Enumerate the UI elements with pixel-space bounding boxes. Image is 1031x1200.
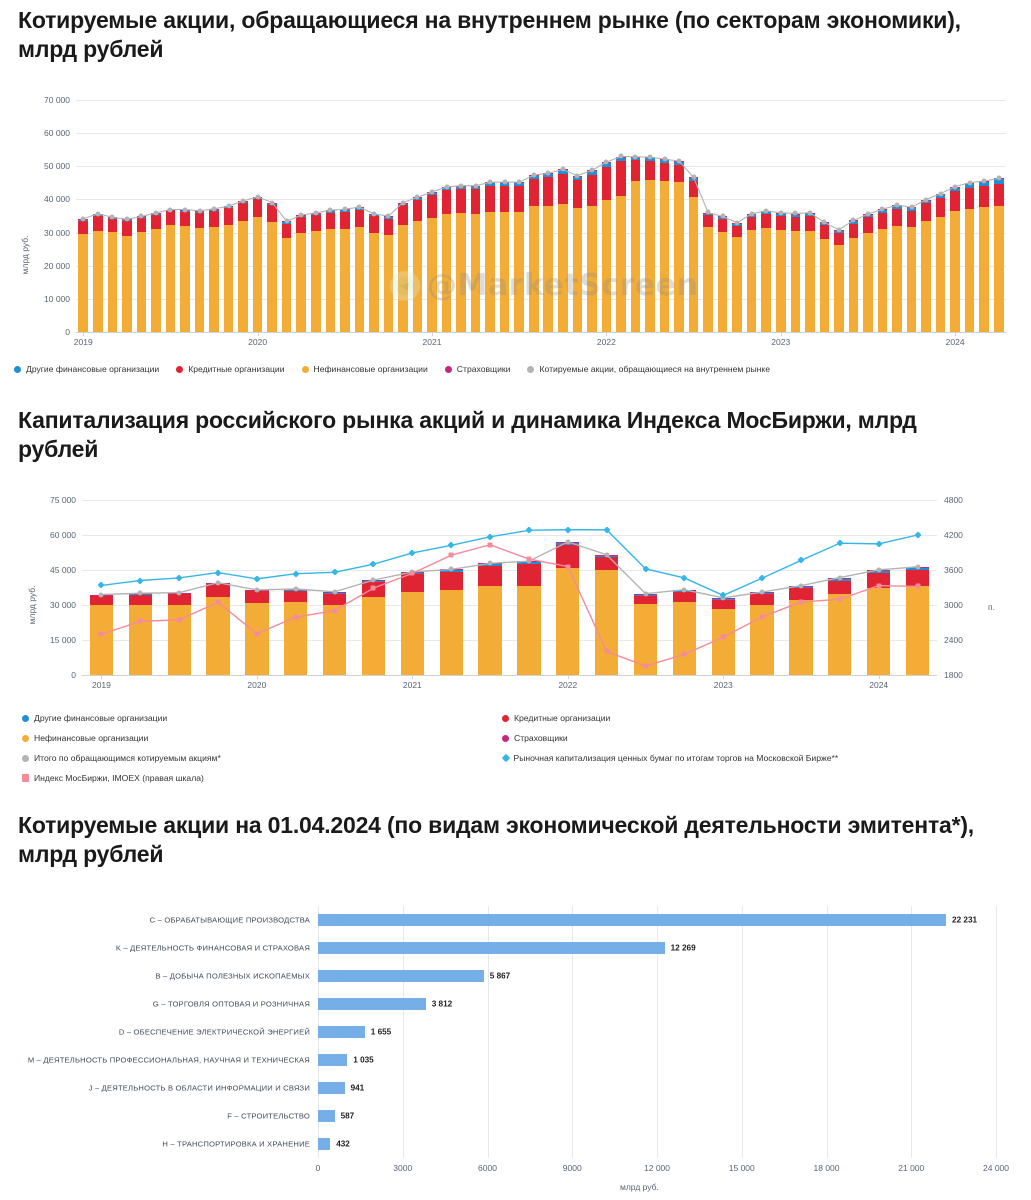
chart-capitalization	[0, 490, 1031, 700]
chart-sectors-x-tickmark	[432, 332, 433, 336]
line-marker	[449, 553, 454, 558]
line-marker	[876, 583, 881, 588]
chart-activities-x-tick: 24 000	[983, 1163, 1009, 1173]
chart-activities-category-label: B – ДОБЫЧА ПОЛЕЗНЫХ ИСКОПАЕМЫХ	[155, 971, 310, 981]
chart-sectors-x-tick: 2019	[73, 337, 93, 347]
legend-item	[22, 773, 502, 783]
legend-marker-square-icon	[22, 774, 29, 782]
chart-capitalization-x-tickmark	[101, 675, 102, 679]
bar	[318, 970, 484, 982]
chart-activities-x-tick: 12 000	[644, 1163, 670, 1173]
line-marker	[216, 600, 221, 605]
legend-label: Итого по обращающимся котируемым акциям*	[34, 753, 221, 763]
chart-sectors-y-tick: 40 000	[44, 194, 70, 205]
watermark-text: @MarketScreen	[427, 268, 699, 303]
chart-capitalization-x-tickmark	[568, 675, 569, 679]
chart-activities-x-tick: 15 000	[728, 1163, 755, 1173]
chart-sectors-y-tick: 70 000	[44, 95, 70, 105]
chart-capitalization-x-tick: 2022	[558, 680, 578, 690]
chart-capitalization-x-tickmark	[723, 675, 724, 679]
legend-marker-dot-icon	[14, 366, 21, 373]
line-marker	[760, 590, 765, 595]
chart-sectors-y-tick: 60 000	[44, 128, 70, 139]
chart-sectors-x-tickmark	[955, 332, 956, 336]
legend-row	[22, 773, 1002, 783]
chart-activities-x-tick: 9000	[562, 1163, 582, 1173]
bar	[318, 942, 665, 954]
legend-label: Рыночная капитализация ценных бумаг по итогам торгов на Московской Бирже**	[513, 753, 839, 763]
chart-capitalization-y-tick: 0	[71, 670, 76, 680]
legend-marker-dot-icon	[22, 735, 29, 742]
legend-label: Кредитные организации	[188, 364, 285, 374]
chart-capitalization-y-tick: 15 000	[50, 635, 76, 645]
bar	[318, 1138, 330, 1150]
chart-activities-category-label: M – ДЕЯТЕЛЬНОСТЬ ПРОФЕССИОНАЛЬНАЯ, НАУЧНАЯ И ТЕХНИЧЕСКАЯ	[27, 1055, 310, 1065]
bar	[318, 1082, 345, 1094]
page-title-sectors: Котируемые акции, обращающиеся на внутреннем рынке (по секторам экономики), млрд рублей	[18, 7, 961, 63]
chart-activities-category-label: C – ОБРАБАТЫВАЮЩИЕ ПРОИЗВОДСТВА	[149, 915, 310, 925]
chart-capitalization-y-tick-right: 4800	[944, 495, 963, 505]
chart-activities-value-label: 587	[340, 1111, 355, 1121]
line-marker	[99, 632, 104, 637]
chart-sectors-axis	[76, 332, 1006, 333]
line-marker	[216, 580, 221, 585]
chart-activities-x-axis-title: млрд руб.	[620, 1182, 659, 1192]
legend-label: Кредитные организации	[514, 713, 611, 723]
line-marker	[915, 584, 920, 589]
chart-sectors-x-tickmark	[781, 332, 782, 336]
legend-item	[302, 364, 428, 374]
line-marker	[915, 564, 920, 569]
chart-activities-gridline	[827, 906, 828, 1158]
chart-sectors-legend	[14, 364, 770, 374]
legend-marker-dot-icon	[502, 715, 509, 722]
legend-marker-dot-icon	[22, 715, 29, 722]
line-marker	[488, 542, 493, 547]
legend-label: Страховщики	[456, 364, 511, 374]
chart-activities-value-label: 1 035	[353, 1055, 374, 1065]
line-marker	[837, 597, 842, 602]
chart-sectors-x-tickmark	[83, 332, 84, 336]
legend-row	[22, 753, 1002, 763]
legend-item	[502, 753, 982, 763]
chart-sectors-plot	[44, 95, 1006, 347]
line-marker	[565, 564, 570, 569]
legend-marker-dot-icon	[22, 755, 29, 762]
line-marker	[526, 557, 531, 562]
legend-marker-dot-icon	[445, 366, 452, 373]
legend-item	[527, 364, 770, 374]
line-marker	[798, 600, 803, 605]
page-title-activities: Котируемые акции на 01.04.2024 (по видам экономической деятельности эмитента*), млрд рублей	[18, 812, 974, 868]
line-marker	[254, 631, 259, 636]
bar	[318, 1026, 365, 1038]
legend-label: Индекс МосБиржи, IMOEX (правая шкала)	[34, 773, 204, 783]
chart-activities-gridline	[742, 906, 743, 1158]
chart-activities-value-label: 12 269	[670, 943, 696, 953]
legend-marker-dot-icon	[502, 735, 509, 742]
chart-activities-category-label: H – ТРАНСПОРТИРОВКА И ХРАНЕНИЕ	[162, 1139, 310, 1149]
chart-activities-category-label: F – СТРОИТЕЛЬСТВО	[227, 1111, 310, 1121]
chart-activities-value-label: 1 655	[370, 1027, 392, 1037]
legend-label: Другие финансовые организации	[26, 364, 160, 374]
bar	[318, 998, 426, 1010]
chart-sectors-x-tick: 2020	[248, 337, 268, 347]
line-marker	[138, 619, 143, 624]
legend-item	[22, 753, 502, 763]
chart-activities-x-tick: 6000	[478, 1163, 497, 1173]
line-marker	[449, 567, 454, 572]
legend-item	[14, 364, 159, 374]
chart-activities-category-label: K – ДЕЯТЕЛЬНОСТЬ ФИНАНСОВАЯ И СТРАХОВАЯ	[115, 943, 310, 953]
chart-capitalization-x-tick: 2021	[402, 680, 422, 690]
chart-capitalization-y-tick-right: 1800	[944, 670, 963, 680]
bar	[318, 1054, 347, 1066]
chart-activities-value-label: 22 231	[952, 915, 978, 925]
legend-marker-diamond-icon	[501, 754, 509, 762]
chart-capitalization-y-tick: 30 000	[50, 600, 76, 610]
chart-activities-category-label: D – ОБЕСПЕЧЕНИЕ ЭЛЕКТРИЧЕСКОЙ ЭНЕРГИЕЙ	[118, 1027, 310, 1037]
line-marker	[371, 586, 376, 591]
legend-label: Нефинансовые организации	[34, 733, 149, 743]
line-marker	[643, 664, 648, 669]
legend-item	[502, 773, 982, 783]
legend-item	[502, 713, 982, 723]
line-marker	[604, 552, 609, 557]
legend-label: Другие финансовые организации	[34, 713, 168, 723]
legend-label: Страховщики	[514, 733, 568, 743]
legend-row	[22, 733, 1002, 743]
chart-sectors-x-tick: 2024	[945, 337, 965, 347]
chart-capitalization-y-axis-right-title: п.	[988, 602, 995, 612]
chart-sectors-y-axis-title: млрд руб.	[20, 235, 30, 275]
line-marker	[488, 561, 493, 566]
line-marker	[138, 591, 143, 596]
legend-label: Нефинансовые организации	[313, 364, 428, 374]
total-line	[76, 100, 1006, 332]
chart-capitalization-x-tick: 2019	[91, 680, 111, 690]
line-marker	[604, 649, 609, 654]
chart-activities-value-label: 3 812	[431, 999, 453, 1009]
chart-activities-x-tick: 3000	[393, 1163, 413, 1173]
chart-sectors-x-tick: 2021	[422, 337, 442, 347]
bar	[318, 1110, 335, 1122]
chart-capitalization-y-tick-right: 3000	[944, 600, 963, 610]
legend-marker-dot-icon	[302, 366, 309, 373]
line-marker	[293, 586, 298, 591]
chart-capitalization-x-tickmark	[412, 675, 413, 679]
chart-activities-x-tick: 21 000	[898, 1163, 925, 1173]
chart-capitalization-x-tick: 2020	[247, 680, 267, 690]
chart-sectors-x-tick: 2022	[596, 337, 616, 347]
legend-item	[502, 733, 982, 743]
legend-item	[22, 713, 502, 723]
chart-sectors-x-tickmark	[258, 332, 259, 336]
line-marker	[177, 617, 182, 622]
chart-capitalization-y-tick-right: 3600	[944, 565, 963, 575]
chart-capitalization-y-axis-title: млрд руб.	[27, 585, 37, 625]
line-marker	[332, 589, 337, 594]
line-marker	[643, 591, 648, 596]
line-marker	[254, 587, 259, 592]
line-marker	[293, 615, 298, 620]
chart-capitalization-lines	[82, 500, 937, 675]
chart-capitalization-x-tick: 2024	[869, 680, 889, 690]
line-marker	[682, 652, 687, 657]
line-marker	[798, 583, 803, 588]
chart-capitalization-y-tick-right: 2400	[944, 635, 963, 645]
line-marker	[876, 567, 881, 572]
legend-item	[176, 364, 284, 374]
legend-marker-dot-icon	[527, 366, 534, 373]
chart-capitalization-y-tick: 75 000	[50, 495, 76, 505]
chart-sectors-x-tick: 2023	[771, 337, 791, 347]
legend-label: Котируемые акции, обращающиеся на внутреннем рынке	[539, 364, 771, 374]
chart-capitalization-plot	[50, 495, 963, 690]
chart-sectors-y-tick: 0	[65, 327, 70, 337]
bar	[318, 914, 946, 926]
legend-item	[22, 733, 502, 743]
chart-sectors-y-tick: 20 000	[44, 260, 70, 271]
line-marker	[99, 592, 104, 597]
chart-capitalization-x-tickmark	[879, 675, 880, 679]
line-marker	[721, 635, 726, 640]
line-marker	[371, 578, 376, 583]
line-marker	[177, 590, 182, 595]
line-marker	[837, 575, 842, 580]
chart-sectors-y-tick: 50 000	[44, 161, 70, 172]
legend-item	[445, 364, 511, 374]
chart-activities-category-label: J – ДЕЯТЕЛЬНОСТЬ В ОБЛАСТИ ИНФОРМАЦИИ И СВЯЗИ	[88, 1083, 310, 1093]
legend-row	[22, 713, 1002, 723]
line-marker	[682, 587, 687, 592]
chart-activities-x-tick: 18 000	[813, 1163, 840, 1173]
line-marker	[332, 608, 337, 613]
chart-capitalization-legend	[22, 713, 1002, 793]
chart-activities-value-label: 941	[350, 1083, 365, 1093]
chart-activities-gridline	[911, 906, 912, 1158]
page-title-capitalization: Капитализация российского рынка акций и динамика Индекса МосБиржи, млрд рублей	[18, 407, 917, 463]
line-marker	[565, 539, 570, 544]
line-marker	[760, 614, 765, 619]
chart-sectors-y-tick: 30 000	[44, 227, 70, 238]
chart-capitalization-y-tick: 45 000	[50, 565, 76, 575]
chart-sectors-x-tickmark	[606, 332, 607, 336]
chart-activities-value-label: 5 867	[489, 971, 511, 981]
legend-marker-dot-icon	[176, 366, 183, 373]
chart-sectors-y-tick: 10 000	[44, 293, 70, 304]
chart-capitalization-x-tick: 2023	[713, 680, 733, 690]
chart-activities-plot	[27, 906, 1009, 1173]
chart-activities-category-label: G – ТОРГОВЛЯ ОПТОВАЯ И РОЗНИЧНАЯ	[152, 999, 310, 1009]
chart-sectors	[0, 90, 1031, 360]
chart-capitalization-y-tick-right: 4200	[944, 530, 963, 540]
chart-activities-gridline	[996, 906, 997, 1158]
chart-capitalization-x-tickmark	[257, 675, 258, 679]
chart-capitalization-axis	[82, 675, 937, 676]
chart-activities-x-tick: 0	[315, 1163, 321, 1173]
chart-activities	[0, 900, 1031, 1200]
chart-capitalization-y-tick: 60 000	[50, 530, 76, 540]
chart-activities-value-label: 432	[336, 1139, 350, 1149]
line-marker	[410, 571, 415, 576]
